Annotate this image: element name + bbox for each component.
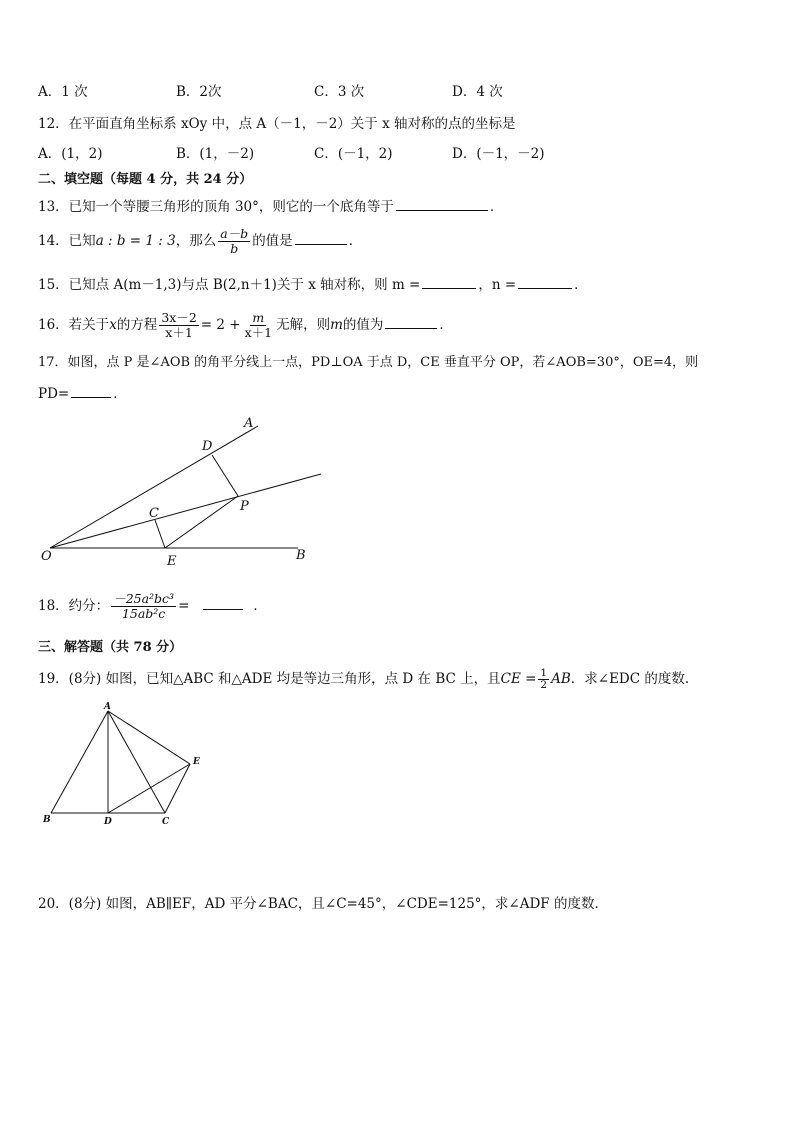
q19-ab: AB — [551, 671, 571, 687]
q16-equals: = 2 + — [200, 317, 241, 333]
segment-pd — [212, 455, 238, 496]
q12-option-b: B．(1，－2) — [176, 146, 255, 162]
q15-end: ． — [574, 277, 588, 293]
label-d: D — [104, 817, 112, 827]
q16-post: 的值为 — [342, 317, 384, 333]
q17-line1: 17．如图，点 P 是∠AOB 的角平分线上一点，PD⊥OA 于点 D，CE 垂直平分 OP，若∠AOB=30°，OE=4，则 — [38, 355, 699, 370]
q17-answer-blank[interactable] — [71, 385, 111, 398]
q19-fraction-numerator: 1 — [540, 667, 548, 679]
label-e: E — [167, 554, 177, 569]
q18-end: ． — [253, 598, 267, 614]
segment-ae — [108, 711, 190, 764]
q17-figure — [30, 410, 330, 570]
q16-mid: 的方程 — [116, 317, 158, 333]
q16-fraction-1-denominator: x＋1 — [165, 325, 193, 340]
bisector-op — [50, 474, 321, 548]
q16-var-x: x — [109, 317, 117, 333]
segment-ab — [51, 711, 108, 813]
ray-oa — [50, 426, 258, 548]
q19-fraction-denominator: 2 — [540, 679, 548, 691]
q11-option-a: A．1 次 — [38, 84, 88, 100]
q15-point-a: (m－1,3) — [123, 277, 182, 293]
section-answer-heading: 三、解答题（共 78 分） — [38, 640, 183, 655]
q13-answer-blank[interactable] — [396, 198, 488, 211]
q15-mid: 与点 B — [181, 277, 223, 293]
q18-answer-blank[interactable] — [203, 597, 243, 610]
label-c: C — [162, 817, 170, 827]
label-b: B — [43, 815, 51, 825]
label-d: D — [202, 439, 213, 454]
q13-end: ． — [489, 199, 504, 215]
q19-text: 19．(8分) 如图，已知△ABC 和△ADE 均是等边三角形，点 D 在 BC 上，且 — [38, 671, 501, 687]
q11-option-d: D．4 次 — [452, 84, 503, 100]
label-e: E — [193, 757, 200, 767]
q16-fraction-2-numerator: m — [252, 310, 265, 325]
q18-text: 18．约分： — [38, 598, 110, 614]
q18-equals: = — [178, 598, 190, 614]
q19-ce: CE = — [500, 671, 537, 687]
q19-fraction — [538, 668, 549, 691]
q15-m-blank[interactable] — [422, 276, 476, 289]
q14-fraction — [218, 227, 250, 256]
q14-fraction-numerator: a－b — [220, 226, 249, 241]
q19-figure — [38, 698, 218, 833]
q16-fraction-1 — [159, 311, 198, 340]
q16 — [38, 309, 453, 341]
label-c: C — [149, 506, 159, 521]
q16-end: ． — [439, 317, 453, 333]
q14-text: 14．已知 — [38, 233, 96, 249]
q15-text: 15．已知点 A — [38, 277, 124, 293]
q14 — [38, 226, 362, 256]
q15-n-blank[interactable] — [518, 276, 572, 289]
label-a: A — [104, 702, 111, 712]
q19-post: ．求∠EDC 的度数. — [570, 671, 690, 687]
q15-point-b: (2,n＋1) — [222, 277, 277, 293]
label-b: B — [296, 548, 306, 563]
q11-option-c: C．3 次 — [314, 84, 365, 100]
segment-ce — [155, 520, 165, 548]
q14-end: ． — [348, 233, 363, 249]
q16-mid2: 无解，则 — [276, 317, 331, 333]
q16-text: 16．若关于 — [38, 317, 110, 333]
q14-post: 的值是 — [252, 233, 293, 249]
q16-fraction-2-denominator: x＋1 — [244, 325, 273, 340]
q14-answer-blank[interactable] — [295, 232, 347, 245]
q17-line2 — [38, 385, 127, 403]
q16-var-m: m — [330, 317, 343, 333]
q14-ratio: a : b = 1 : 3 — [95, 233, 176, 249]
label-p: P — [240, 499, 249, 514]
q12-option-a: A．(1，2) — [38, 146, 103, 162]
q18 — [38, 588, 267, 624]
q16-fraction-2 — [243, 311, 275, 340]
q19 — [38, 664, 689, 694]
q15-sep: ，n = — [478, 277, 517, 293]
q18-numerator: －25a²bc³ — [113, 591, 175, 606]
q18-fraction — [111, 592, 176, 621]
segment-pe — [165, 496, 238, 548]
q13 — [38, 198, 503, 216]
segment-ac — [108, 711, 165, 813]
q18-denominator: 15ab²c — [121, 606, 166, 621]
q17-end: ． — [113, 386, 127, 402]
q14-mid: ，那么 — [175, 233, 217, 249]
label-o: O — [41, 549, 52, 564]
q12-option-d: D．(－1，－2) — [452, 146, 545, 162]
q20: 20．(8分) 如图，AB∥EF，AD 平分∠BAC，且∠C=45°，∠CDE=125°，求∠ADF 的度数． — [38, 896, 608, 912]
q15-mid2: 关于 x 轴对称，则 m = — [276, 277, 421, 293]
q16-fraction-1-numerator: 3x－2 — [161, 310, 197, 325]
q11-option-b: B．2次 — [176, 84, 222, 100]
q16-answer-blank[interactable] — [385, 316, 437, 329]
q12-stem: 12．在平面直角坐标系 xOy 中，点 A（－1，－2）关于 x 轴对称的点的坐标是 — [38, 116, 516, 132]
label-a: A — [244, 416, 254, 431]
q14-fraction-denominator: b — [230, 241, 239, 256]
q12-option-c: C．(－1，2) — [314, 146, 393, 162]
q13-text: 13．已知一个等腰三角形的顶角 30°，则它的一个底角等于 — [38, 199, 394, 215]
section-fill-in-heading: 二、填空题（每题 4 分，共 24 分） — [38, 172, 253, 187]
q17-pd-label: PD= — [38, 386, 70, 402]
q15 — [38, 276, 588, 294]
